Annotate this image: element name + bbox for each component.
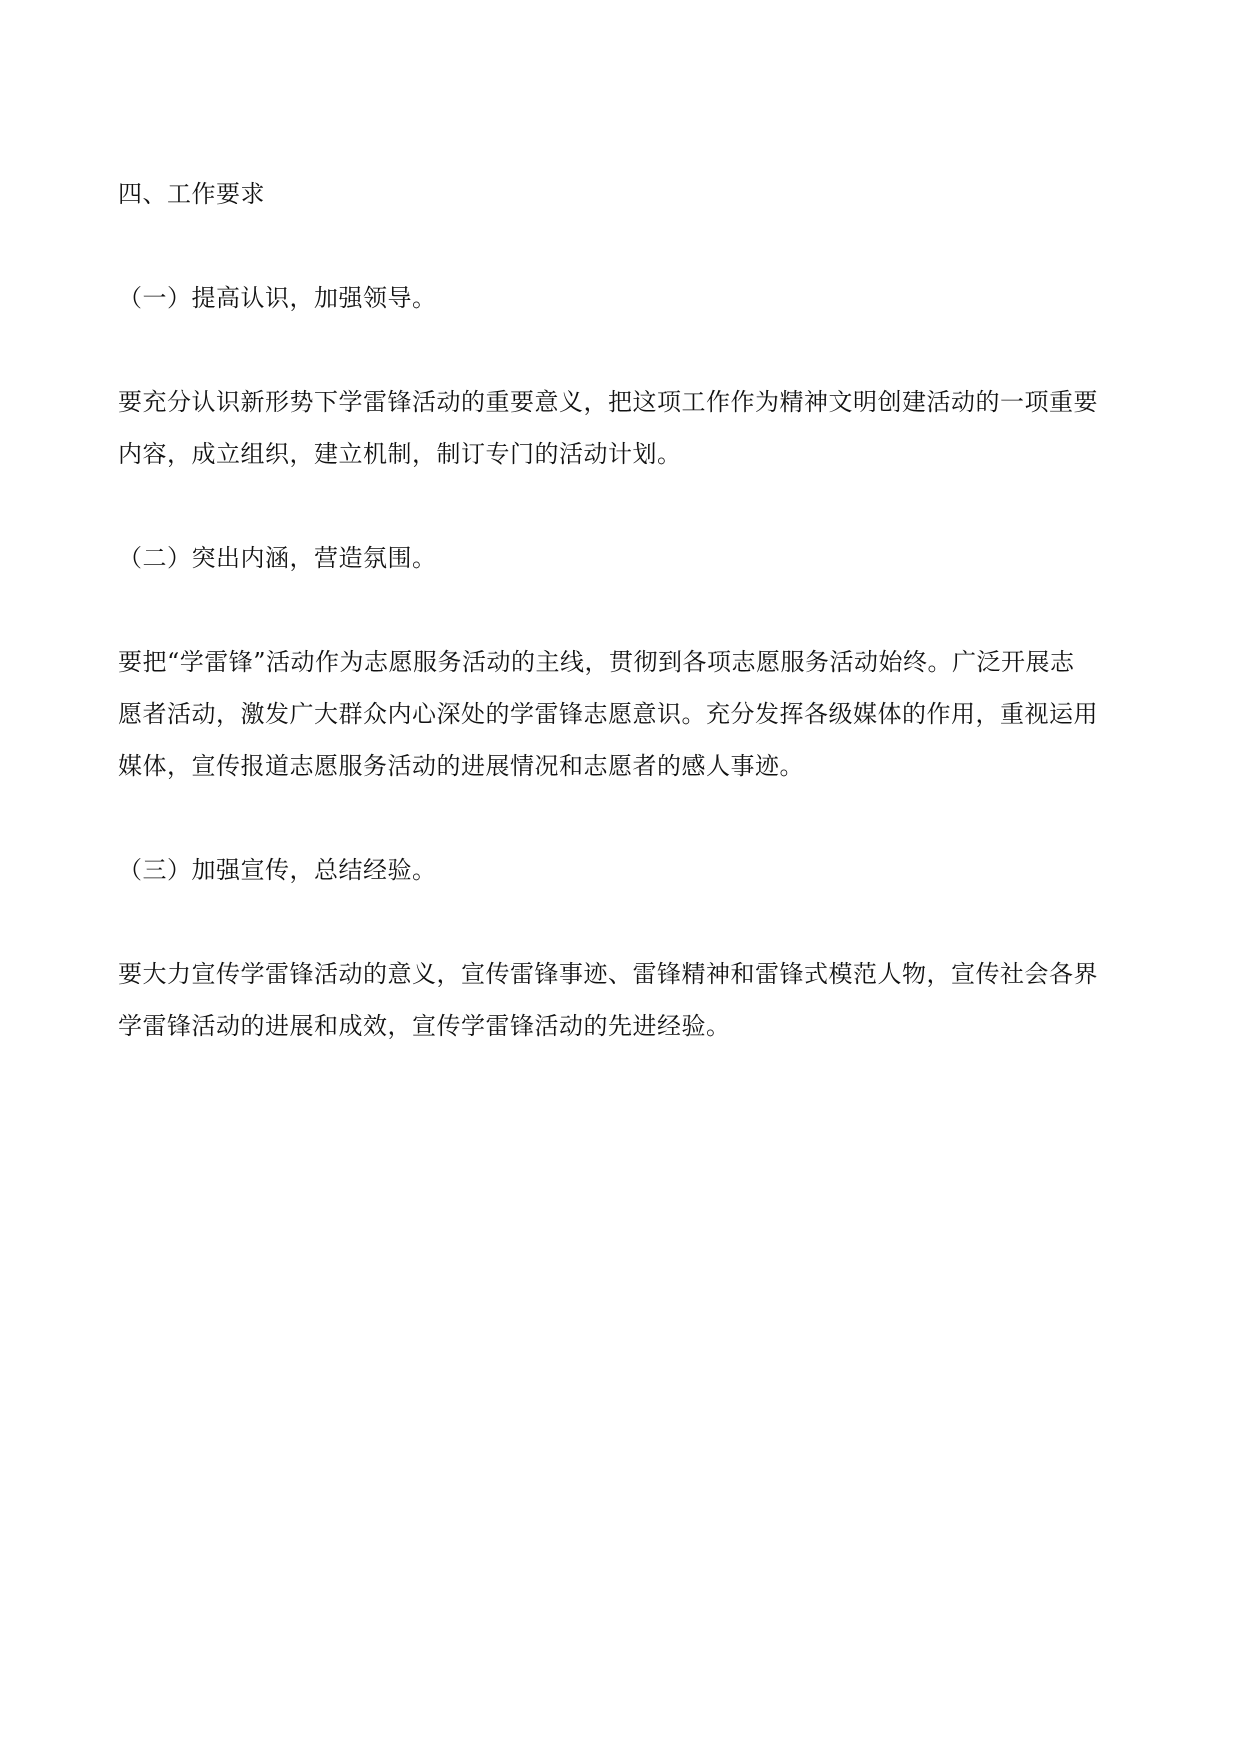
spacer	[118, 584, 1130, 636]
spacer	[118, 896, 1130, 948]
item-3-subheading: （三）加强宣传，总结经验。	[118, 856, 437, 884]
section-heading: 四、工作要求	[118, 180, 265, 208]
item-1-body-line-2: 内容，成立组织，建立机制，制订专门的活动计划。	[118, 440, 682, 468]
spacer	[118, 792, 1130, 844]
item-1-subheading: （一）提高认识，加强领导。	[118, 284, 437, 312]
item-3	[118, 844, 1130, 1052]
item-2-body-line-2: 愿者活动，激发广大群众内心深处的学雷锋志愿意识。充分发挥各级媒体的作用，重视运用	[118, 700, 1098, 728]
spacer	[118, 480, 1130, 532]
item-1-body-line-1: 要充分认识新形势下学雷锋活动的重要意义，把这项工作作为精神文明创建活动的一项重要	[118, 388, 1098, 416]
spacer	[118, 220, 1130, 272]
item-2	[118, 532, 1130, 792]
item-2-subheading: （二）突出内涵，营造氛围。	[118, 544, 437, 572]
item-2-body-line-3: 媒体，宣传报道志愿服务活动的进展情况和志愿者的感人事迹。	[118, 752, 804, 780]
item-3-body-line-2: 学雷锋活动的进展和成效，宣传学雷锋活动的先进经验。	[118, 1012, 731, 1040]
item-1	[118, 272, 1130, 480]
item-3-body-line-1: 要大力宣传学雷锋活动的意义，宣传雷锋事迹、雷锋精神和雷锋式模范人物，宣传社会各界	[118, 960, 1098, 988]
spacer	[118, 324, 1130, 376]
document-body	[118, 168, 1130, 1052]
item-2-body-line-1: 要把“学雷锋”活动作为志愿服务活动的主线，贯彻到各项志愿服务活动始终。广泛开展志	[118, 648, 1075, 676]
